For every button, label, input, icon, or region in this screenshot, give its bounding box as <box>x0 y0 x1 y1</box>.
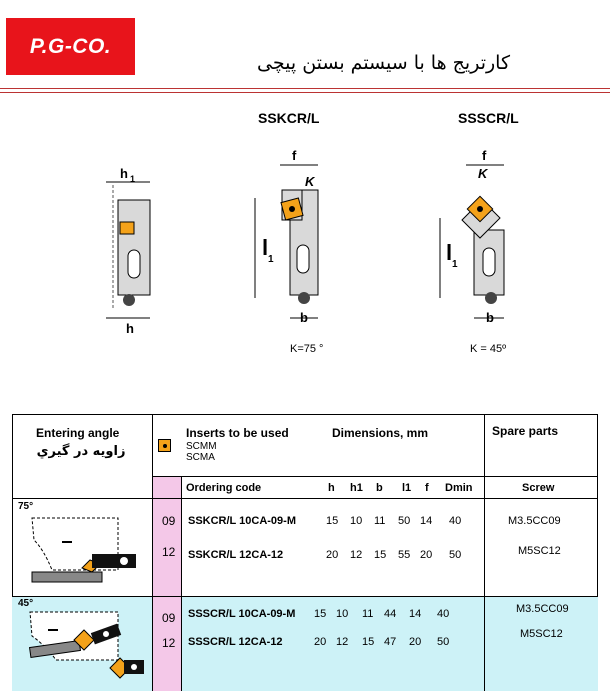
angle-caption-sskcr: K=75 ° <box>290 343 324 355</box>
row-dmin: 40 <box>437 608 450 620</box>
dim-k-label-b: K <box>478 166 488 181</box>
page-title: کارتریج ها با سیستم بستن پیچی <box>257 52 510 74</box>
figure-label-sskcr: SSKCR/L <box>258 110 320 126</box>
row-code: SSSCR/L 10CA-09-M <box>188 608 296 620</box>
row-screw: M5SC12 <box>520 628 563 640</box>
row-code: SSSCR/L 12CA-12 <box>188 636 283 648</box>
row-dmin: 50 <box>437 636 450 648</box>
row-l1: 55 <box>398 549 411 561</box>
figure-label-ssscr: SSSCR/L <box>458 110 519 126</box>
col-h1: h1 <box>350 482 363 494</box>
row-code: SSKCR/L 12CA-12 <box>188 549 284 561</box>
row-dmin: 50 <box>449 549 462 561</box>
col-f: f <box>425 482 429 494</box>
row-code: SSKCR/L 10CA-09-M <box>188 515 296 527</box>
turning-45-illustration <box>26 606 146 688</box>
svg-text:1: 1 <box>452 259 458 270</box>
row-h1: 10 <box>350 515 363 527</box>
row-b: 15 <box>374 549 387 561</box>
row-screw: M3.5CC09 <box>508 515 561 527</box>
col-l1: l1 <box>402 482 412 494</box>
header-divider <box>0 88 610 89</box>
row-dmin: 40 <box>449 515 462 527</box>
angle-45-label: 45° <box>18 598 34 609</box>
row-size: 09 <box>162 514 176 528</box>
row-h: 20 <box>326 549 339 561</box>
dim-h1-label: h <box>120 166 128 181</box>
row-h: 20 <box>314 636 327 648</box>
insert-square-icon <box>158 439 171 452</box>
row-h: 15 <box>326 515 339 527</box>
row-h1: 10 <box>336 608 349 620</box>
dim-l1-label-b: l <box>446 240 453 265</box>
company-logo: P.G-CO. <box>6 18 135 75</box>
dim-f-label-a: f <box>292 148 297 163</box>
row-f: 14 <box>409 608 422 620</box>
row-h1: 12 <box>350 549 363 561</box>
side-view-drawing <box>106 166 150 336</box>
row-f: 20 <box>409 636 422 648</box>
tool-drawings <box>0 130 610 360</box>
dim-b-label-a: b <box>300 310 308 325</box>
sskcr-drawing <box>255 148 318 325</box>
row-l1: 47 <box>384 636 397 648</box>
insert-type-scmm: SCMM <box>186 441 217 452</box>
col-h: h <box>328 482 335 494</box>
row-size: 12 <box>162 545 176 559</box>
dimensions-label: Dimensions, mm <box>332 426 429 440</box>
col-dmin: Dmin <box>445 482 473 494</box>
ordering-code-header: Ordering code <box>186 482 262 494</box>
ssscr-drawing <box>440 148 504 325</box>
row-h1: 12 <box>336 636 349 648</box>
svg-text:1: 1 <box>268 254 274 265</box>
svg-text:1: 1 <box>130 174 136 184</box>
header-divider-2 <box>0 92 610 93</box>
screw-header: Screw <box>522 482 555 494</box>
inserts-label: Inserts to be used <box>186 426 289 440</box>
entering-angle-fa-label: زاويه در گيري <box>36 444 126 459</box>
dim-b-label-b: b <box>486 310 494 325</box>
row-size: 12 <box>162 636 176 650</box>
angle-75-label: 75° <box>18 501 34 512</box>
dim-l1-label-a: l <box>262 235 269 260</box>
row-h: 15 <box>314 608 327 620</box>
row-b: 11 <box>362 608 374 620</box>
row-l1: 50 <box>398 515 411 527</box>
angle-caption-ssscr: K = 45º <box>470 343 507 355</box>
row-b: 11 <box>374 515 386 527</box>
entering-angle-label: Entering angle <box>36 426 120 440</box>
row-screw: M5SC12 <box>518 545 561 557</box>
dim-f-label-b: f <box>482 148 487 163</box>
row-screw: M3.5CC09 <box>516 603 569 615</box>
dim-k-label-a: K <box>305 174 315 189</box>
row-size: 09 <box>162 611 176 625</box>
row-f: 14 <box>420 515 433 527</box>
col-b: b <box>376 482 383 494</box>
spec-table <box>12 414 598 691</box>
insert-type-scma: SCMA <box>186 452 215 463</box>
turning-75-illustration <box>26 510 144 590</box>
row-b: 15 <box>362 636 375 648</box>
row-f: 20 <box>420 549 433 561</box>
spare-parts-label: Spare parts <box>492 424 559 438</box>
row-l1: 44 <box>384 608 397 620</box>
dim-h-label: h <box>126 321 134 336</box>
